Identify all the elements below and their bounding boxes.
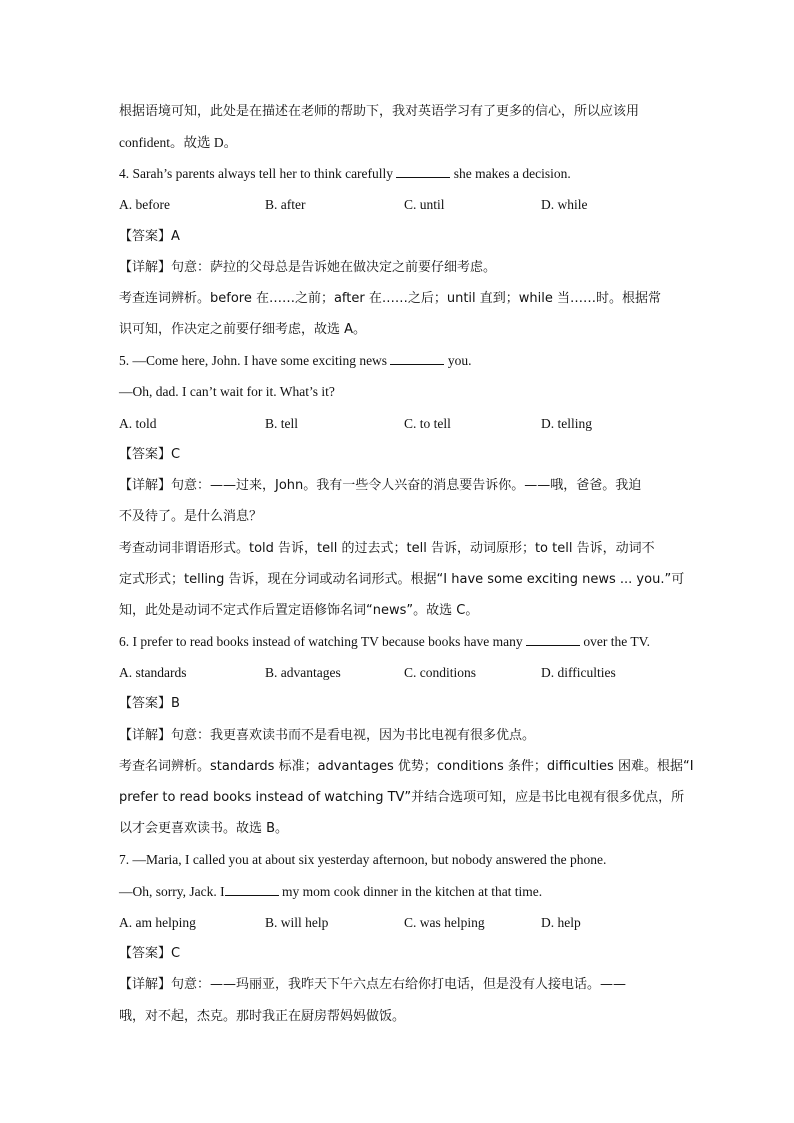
q5-stem-before: 5. —Come here, John. I have some exciting news <box>119 353 388 368</box>
q5-detail-2: 不及待了。是什么消息？ <box>119 509 263 524</box>
q6-answer: 【答案】B <box>119 696 180 711</box>
q5-detail-3: 考查动词非谓语形式。told 告诉，tell 的过去式；tell 告诉，动词原形；to tell 告诉，动词不 <box>119 541 655 556</box>
q4-blank <box>396 165 450 178</box>
q6-option-a: A. standards <box>119 665 187 680</box>
q7-option-c: C. was helping <box>404 915 485 930</box>
q6-detail-2: 考查名词辨析。standards 标准；advantages 优势；conditions 条件；difficulties 困难。根据“I <box>119 759 694 774</box>
q4-option-b: B. after <box>265 197 306 212</box>
q4-answer: 【答案】A <box>119 229 180 244</box>
q7-option-d: D. help <box>541 915 581 930</box>
q7-option-b: B. will help <box>265 915 329 930</box>
q5-stem-after: you. <box>447 353 472 368</box>
q5-option-c: C. to tell <box>404 416 451 431</box>
q6-detail-3: prefer to read books instead of watching TV”并结合选项可知，应是书比电视有很多优点，所 <box>119 790 685 805</box>
q7-stem-2 <box>119 882 542 902</box>
q5-detail-5: 知，此处是动词不定式作后置定语修饰名词“news”。故选 C。 <box>119 603 479 618</box>
q7-detail-1: 【详解】句意：——玛丽亚，我昨天下午六点左右给你打电话，但是没有人接电话。—— <box>119 977 627 992</box>
q5-stem-2: —Oh, dad. I can’t wait for it. What’s it? <box>119 384 335 399</box>
q7-blank <box>225 883 279 896</box>
q4-option-a: A. before <box>119 197 170 212</box>
q7-stem-1: 7. —Maria, I called you at about six yesterday afternoon, but nobody answered the phone. <box>119 852 607 867</box>
q5-detail-4: 定式形式；telling 告诉，现在分词或动名词形式。根据“I have some exciting news ... you.”可 <box>119 572 685 587</box>
q5-blank <box>390 352 444 365</box>
q4-option-d: D. while <box>541 197 588 212</box>
q7-answer: 【答案】C <box>119 946 181 961</box>
intro-line-2: confident。故选 D。 <box>119 135 238 150</box>
q4-stem <box>119 164 571 184</box>
q6-option-c: C. conditions <box>404 665 477 680</box>
q5-option-b: B. tell <box>265 416 298 431</box>
q7-option-a: A. am helping <box>119 915 196 930</box>
q7-stem-after: my mom cook dinner in the kitchen at that time. <box>281 884 543 899</box>
q6-option-d: D. difficulties <box>541 665 616 680</box>
q7-detail-2: 哦，对不起，杰克。那时我正在厨房帮妈妈做饭。 <box>119 1009 406 1024</box>
intro-line-1: 根据语境可知，此处是在描述在老师的帮助下，我对英语学习有了更多的信心，所以应该用 <box>119 104 640 119</box>
q6-option-b: B. advantages <box>265 665 341 680</box>
q5-option-a: A. told <box>119 416 157 431</box>
q6-stem-after: over the TV. <box>583 634 651 649</box>
q5-detail-1: 【详解】句意：——过来，John。我有一些令人兴奋的消息要告诉你。——哦，爸爸。我迫 <box>119 478 642 493</box>
q4-detail-2: 考查连词辨析。before 在……之前；after 在……之后；until 直到；while 当……时。根据常 <box>119 291 662 306</box>
q5-answer: 【答案】C <box>119 447 181 462</box>
q6-detail-1: 【详解】句意：我更喜欢读书而不是看电视，因为书比电视有很多优点。 <box>119 728 536 743</box>
q4-detail-1: 【详解】句意：萨拉的父母总是告诉她在做决定之前要仔细考虑。 <box>119 260 497 275</box>
q6-detail-4: 以才会更喜欢读书。故选 B。 <box>119 821 289 836</box>
q4-stem-after: she makes a decision. <box>453 166 571 181</box>
q4-detail-3: 识可知，作决定之前要仔细考虑，故选 A。 <box>119 322 367 337</box>
q4-stem-before: 4. Sarah’s parents always tell her to think carefully <box>119 166 394 181</box>
q6-blank <box>526 633 580 646</box>
q6-stem <box>119 632 650 652</box>
q5-stem <box>119 351 471 371</box>
q5-option-d: D. telling <box>541 416 592 431</box>
q4-option-c: C. until <box>404 197 445 212</box>
q6-stem-before: 6. I prefer to read books instead of watching TV because books have many <box>119 634 523 649</box>
q7-stem-before: —Oh, sorry, Jack. I <box>119 884 225 899</box>
